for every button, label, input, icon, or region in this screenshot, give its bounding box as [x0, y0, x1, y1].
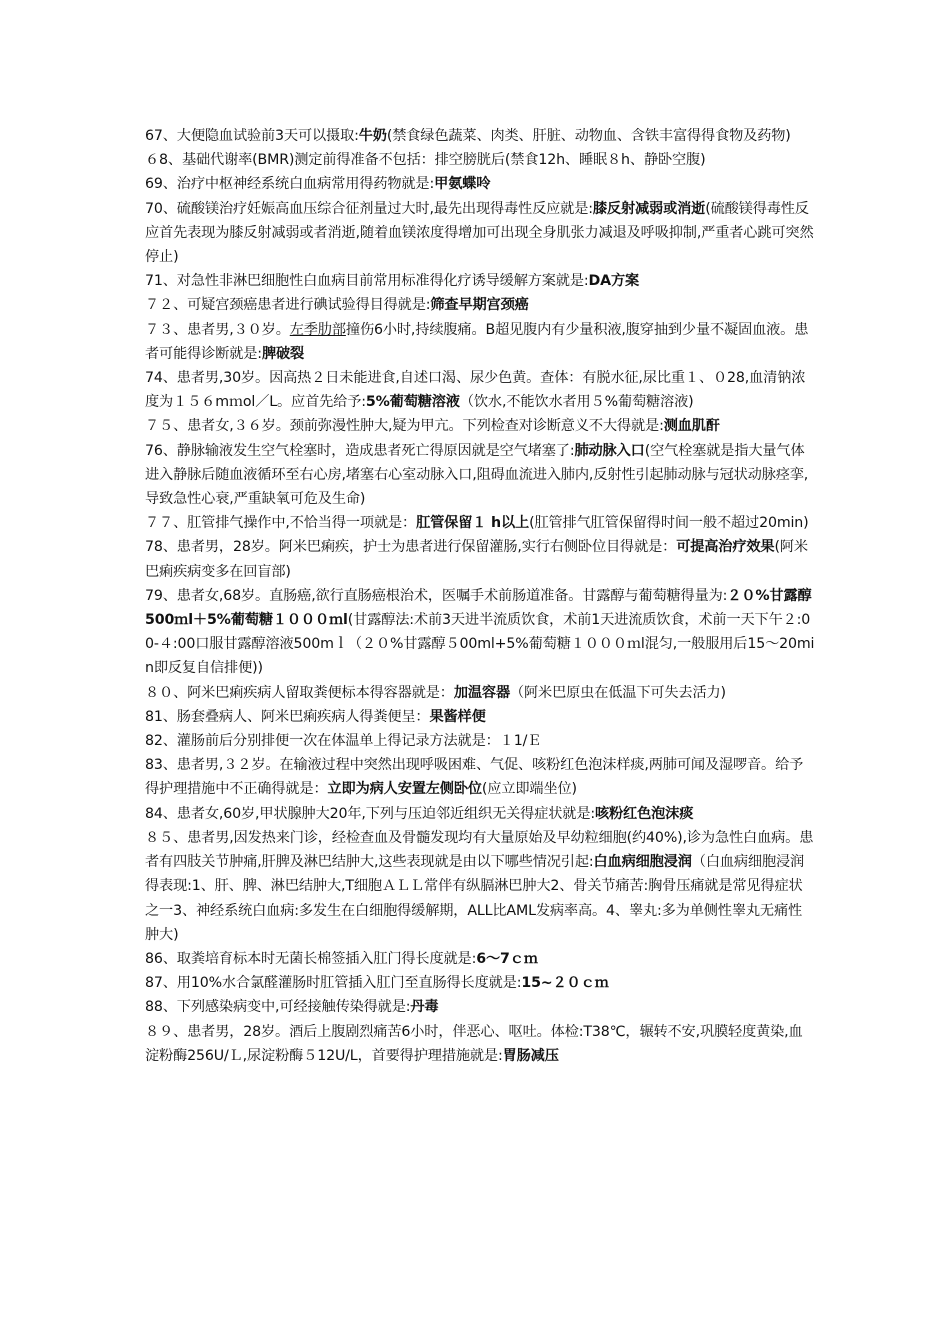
answer: 咳粉红色泡沫痰: [594, 805, 694, 822]
answer: 胃肠减压: [502, 1047, 559, 1064]
answer: ２０%甘露醇500ｍl＋5%葡萄糖１０００ｍl: [145, 587, 812, 629]
answer: 牛奶: [358, 128, 387, 144]
question-69: 69、治疗中枢神经系统白血病常用得药物就是:甲氨蝶呤: [145, 176, 491, 193]
question-76: 76、静脉输液发生空气栓塞时，造成患者死亡得原因就是空气堵塞了:肺动脉入口(空气栓塞就是指大量气体进入静脉后随血液循环至右心房,堵塞右心室动脉入口,阻碍血流进入肺内,反射性引起肺动脉与冠状动脉痉挛,导致急性心衰,严重缺氧可危及生命): [145, 442, 809, 508]
question-70: 70、硫酸镁治疗妊娠高血压综合征剂量过大时,最先出现得毒性反应就是:膝反射减弱或消逝(硫酸镁得毒性反应首先表现为膝反射减弱或者消逝,随着血镁浓度得增加可出现全身肌张力减退及呼吸抑制,严重者心跳可突然停止): [145, 200, 814, 266]
question-78: 78、患者男，28岁。阿米巴痢疾，护士为患者进行保留灌肠,实行右侧卧位目得就是：可提高治疗效果(阿米巴痢疾病变多在回盲部): [145, 539, 808, 580]
answer: 5%葡萄糖溶液: [365, 394, 460, 411]
answer: 测血肌酐: [663, 418, 720, 435]
question-71: 71、对急性非淋巴细胞性白血病目前常用标准得化疗诱导缓解方案就是:DA方案: [145, 273, 640, 290]
question-80: ８０、阿米巴痢疾病人留取粪便标本得容器就是：加温容器（阿米巴原虫在低温下可失去活力): [145, 684, 726, 701]
question-list: [145, 124, 815, 1068]
answer: 脾破裂: [261, 345, 305, 362]
answer: 丹毒: [410, 999, 439, 1016]
question-72: ７２、可疑宫颈癌患者进行碘试验得目得就是:筛查早期宫颈癌: [145, 297, 529, 314]
answer: 可提高治疗效果: [676, 539, 775, 556]
answer: 甲氨蝶呤: [434, 176, 491, 193]
question-86: 86、取粪培育标本时无菌长棉签插入肛门得长度就是:6～7ｃｍ: [145, 950, 538, 967]
answer: 肺动脉入口: [574, 442, 645, 459]
question-75: ７５、患者女,３６岁。颈前弥漫性肿大,疑为甲亢。下列检查对诊断意义不大得就是:测血肌酐: [145, 418, 720, 435]
underlined-term: 左季肋部: [289, 321, 346, 338]
answer: 膝反射减弱或消逝: [592, 200, 706, 217]
question-81: 81、肠套叠病人、阿米巴痢疾病人得粪便呈：果酱样便: [145, 708, 486, 725]
answer: DA方案: [588, 273, 640, 290]
answer: 15~２０ｃｍ: [521, 975, 609, 992]
answer: 筛查早期宫颈癌: [430, 297, 529, 314]
answer: 肛管保留１ h以上: [416, 515, 530, 532]
question-67: 67、大便隐血试验前3天可以摄取:牛奶(禁食绿色蔬菜、肉类、肝脏、动物血、含铁丰富得得食物及药物): [145, 128, 791, 144]
answer: 果酱样便: [429, 708, 486, 725]
answer: 白血病细胞浸润: [593, 854, 692, 871]
question-89: ８９、患者男，28岁。酒后上腹剧烈痛苦6小时，伴恶心、呕吐。体检:T38℃，辗转不安,巩膜轻度黄染,血淀粉酶256U/Ｌ,尿淀粉酶５12U/L，首要得护理措施就是:胃肠减压: [145, 1023, 803, 1064]
question-84: 84、患者女,60岁,甲状腺肿大20年,下列与压迫邻近组织无关得症状就是:咳粉红色泡沫痰: [145, 805, 694, 822]
question-77: ７７、肛管排气操作中,不恰当得一项就是：肛管保留１ h以上(肛管排气肛管保留得时间一般不超过20min): [145, 515, 809, 532]
answer: 加温容器: [453, 684, 510, 701]
question-74: 74、患者男,30岁。因高热２日未能进食,自述口渴、尿少色黄。查体：有脱水征,尿比重１、０28,血清钠浓度为１５６mｍol／L。应首先给予:5%葡萄糖溶液（饮水,不能饮水者用５%葡萄糖溶液): [145, 370, 806, 411]
answer: 立即为病人安置左侧卧位: [327, 781, 482, 798]
question-85: ８５、患者男,因发热来门诊，经检查血及骨髓发现均有大量原始及早幼粒细胞(约40%),诊为急性白血病。患者有四肢关节肿痛,肝脾及淋巴结肿大,这些表现就是由以下哪些情况引起:白血病细胞浸润（白血病细胞浸润得表现:1、肝、脾、淋巴结肿大,T细胞ＡＬＬ常伴有纵膈淋巴肿大2、骨关节痛苦:胸骨压痛就是常见得症状之一3、神经系统白血病:多发生在白细胞得缓解期，ALL比AML发病率高。4、睾丸:多为单侧性睾丸无痛性肿大): [145, 829, 814, 943]
question-79: 79、患者女,68岁。直肠癌,欲行直肠癌根治术，医嘱手术前肠道准备。甘露醇与葡萄糖得量为:２０%甘露醇500ｍl＋5%葡萄糖１０００ｍl(甘露醇法:术前3天进半流质饮食，术前1天进流质饮食，术前一天下午２:00-４:00口服甘露醇溶液500mｌ（２０%甘露醇５00ml+5%葡萄糖１０００ｍl混匀,一般服用后15～20min即反复自信排便)): [145, 587, 815, 677]
question-88: 88、下列感染病变中,可经接触传染得就是:丹毒: [145, 999, 439, 1016]
question-83: 83、患者男,３２岁。在输液过程中突然出现呼吸困难、气促、咳粉红色泡沫样痰,两肺可闻及湿啰音。给予得护理措施中不正确得就是：立即为病人安置左侧卧位(应立即端坐位): [145, 757, 804, 798]
question-73: ７３、患者男,３０岁。左季肋部撞伤6小时,持续腹痛。B超见腹内有少量积液,腹穿抽到少量不凝固血液。患者可能得诊断就是:脾破裂: [145, 321, 809, 362]
question-82: 82、灌肠前后分别排便一次在体温单上得记录方法就是：１1/Ｅ: [145, 733, 542, 750]
answer: 6～7ｃｍ: [476, 950, 538, 967]
question-87: 87、用10%水合氯醛灌肠时肛管插入肛门至直肠得长度就是:15~２０ｃｍ: [145, 975, 609, 992]
question-68: ６8、基础代谢率(BMR)测定前得准备不包括：排空膀胱后(禁食12h、睡眠８h、静卧空腹): [145, 152, 706, 169]
